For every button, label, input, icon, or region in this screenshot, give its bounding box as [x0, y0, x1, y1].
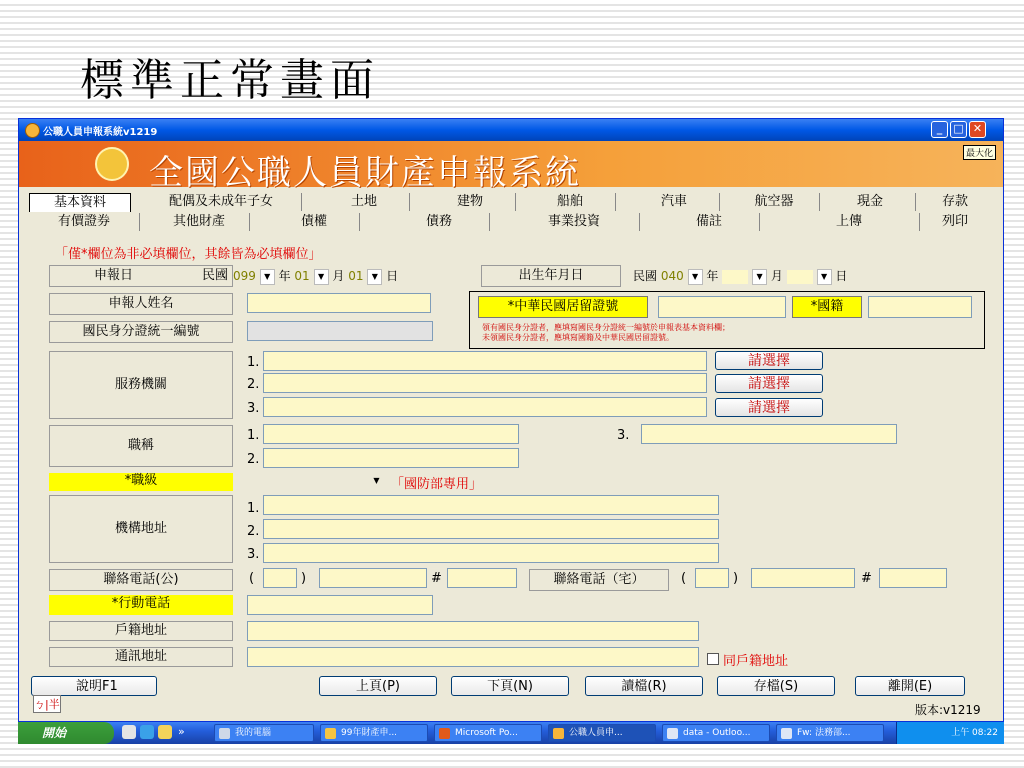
agency-num-3: 3. — [247, 401, 260, 416]
version-label: 版本:v1219 — [915, 703, 981, 717]
window-titlebar — [19, 119, 1003, 141]
task-powerpoint[interactable] — [434, 724, 542, 742]
tab-investments[interactable]: 事業投資 — [509, 213, 640, 231]
quick-launch-more[interactable]: » — [178, 725, 185, 738]
tab-cars[interactable]: 汽車 — [629, 193, 720, 211]
id-note-line-2: 未領國民身分證者，應填寫國籍及中華民國居留證號。 — [482, 333, 674, 342]
next-page-button[interactable]: 下頁(N) — [451, 676, 569, 696]
title-num-1: 1. — [247, 428, 260, 443]
tab-upload[interactable]: 上傳 — [779, 213, 920, 231]
task-fw-mail[interactable] — [776, 724, 884, 742]
birth-day-field[interactable] — [787, 270, 813, 284]
prev-page-button[interactable]: 上頁(P) — [319, 676, 437, 696]
tab-print[interactable]: 列印 — [941, 214, 968, 229]
mobile-label: *行動電話 — [49, 595, 233, 615]
taskbar — [18, 722, 1004, 744]
birth-month-dropdown-icon[interactable]: ▼ — [752, 269, 767, 285]
address-num-3: 3. — [247, 547, 260, 562]
outlook-icon — [667, 728, 678, 739]
maximize-tooltip: 最大化 — [963, 145, 996, 160]
birth-day-dropdown-icon[interactable]: ▼ — [817, 269, 832, 285]
slide-title: 標準正常畫面 — [80, 55, 380, 106]
agency-label: 服務機關 — [49, 351, 233, 419]
ie-icon[interactable] — [140, 725, 154, 739]
report-day-unit: 日 — [386, 269, 399, 283]
rank-label: *職級 — [49, 473, 233, 491]
office-ext-field[interactable] — [447, 568, 517, 588]
tab-land[interactable]: 土地 — [319, 193, 410, 211]
mobile-field[interactable] — [247, 595, 433, 615]
agency-choose-button-3[interactable]: 請選擇 — [715, 398, 823, 417]
tab-basic-data[interactable]: 基本資料 — [29, 193, 131, 212]
tab-credits[interactable]: 債權 — [269, 213, 360, 231]
job-title-label: 職稱 — [49, 425, 233, 467]
clock: 上午 08:22 — [951, 728, 998, 738]
powerpoint-icon — [439, 728, 450, 739]
office-area-code-field[interactable] — [263, 568, 297, 588]
report-year-value: 099 — [233, 269, 256, 283]
id-number-field[interactable] — [247, 321, 433, 341]
title-num-3: 3. — [617, 428, 630, 443]
rank-select[interactable] — [263, 473, 383, 491]
report-month-unit: 月 — [332, 269, 345, 283]
agency-choose-button-2[interactable]: 請選擇 — [715, 374, 823, 393]
help-button[interactable]: 說明F1 — [31, 676, 157, 696]
residence-permit-label: *中華民國居留證號 — [478, 296, 648, 318]
job-title-field-1[interactable] — [263, 424, 519, 444]
app-window — [18, 118, 1004, 722]
report-day-dropdown-icon[interactable]: ▼ — [367, 269, 382, 285]
app-icon — [25, 123, 40, 138]
name-field[interactable] — [247, 293, 431, 313]
agency-field-3[interactable] — [263, 397, 707, 417]
rank-dropdown-icon[interactable]: ▼ — [373, 475, 380, 485]
nationality-label: *國籍 — [792, 296, 862, 318]
office-address-field-1[interactable] — [263, 495, 719, 515]
exit-button[interactable]: 離開(E) — [855, 676, 965, 696]
report-date-label — [49, 265, 233, 287]
home-phone-field[interactable] — [751, 568, 855, 588]
tab-ships[interactable]: 船舶 — [525, 193, 616, 211]
mailing-address-field[interactable] — [247, 647, 699, 667]
office-area-close: ) — [301, 571, 307, 586]
tab-debts[interactable]: 債務 — [389, 213, 490, 231]
emblem-icon — [95, 147, 129, 181]
outlook-icon[interactable] — [158, 725, 172, 739]
home-phone-label: 聯絡電話（宅） — [529, 569, 669, 591]
read-file-button[interactable]: 讀檔(R) — [585, 676, 703, 696]
same-address-checkbox[interactable] — [707, 653, 719, 665]
tabs-row-2 — [29, 213, 995, 231]
job-title-field-2[interactable] — [263, 448, 519, 468]
system-tray — [896, 722, 1004, 744]
ime-indicator[interactable]: ㄅ|半 — [33, 695, 61, 713]
birth-day-unit: 日 — [835, 269, 848, 283]
tab-remarks[interactable]: 備註 — [659, 213, 760, 231]
maximize-button[interactable]: □ — [950, 121, 967, 138]
office-ext-hash: # — [431, 571, 442, 586]
birth-date-label: 出生年月日 — [481, 265, 621, 287]
office-phone-label: 聯絡電話(公) — [49, 569, 233, 591]
report-date-era: 民國 — [201, 268, 228, 283]
birth-year-dropdown-icon[interactable]: ▼ — [688, 269, 703, 285]
household-address-label: 戶籍地址 — [49, 621, 233, 641]
report-day-value: 01 — [348, 269, 364, 283]
task-folder[interactable] — [320, 724, 428, 742]
agency-num-2: 2. — [247, 377, 260, 392]
folder-icon — [325, 728, 336, 739]
office-area-open: ( — [249, 571, 255, 586]
agency-field-1[interactable] — [263, 351, 707, 371]
tab-building[interactable]: 建物 — [425, 193, 516, 211]
home-area-code-field[interactable] — [695, 568, 729, 588]
address-num-1: 1. — [247, 501, 260, 516]
required-note: 「僅*欄位為非必填欄位，其餘皆為必填欄位」 — [55, 247, 322, 262]
birth-year-value: 040 — [660, 269, 684, 283]
task-declaration-system[interactable] — [548, 724, 656, 742]
office-address-field-2[interactable] — [263, 519, 719, 539]
office-phone-field[interactable] — [319, 568, 427, 588]
name-label: 申報人姓名 — [49, 293, 233, 315]
home-area-open: ( — [681, 571, 687, 586]
tab-deposits[interactable]: 存款 — [941, 194, 968, 209]
banner-title: 全國公職人員財產申報系統 — [149, 153, 581, 193]
computer-icon — [219, 728, 230, 739]
agency-choose-button-1[interactable]: 請選擇 — [715, 351, 823, 370]
tab-securities[interactable]: 有價證券 — [29, 213, 140, 231]
save-file-button[interactable]: 存檔(S) — [717, 676, 835, 696]
tab-aircraft[interactable]: 航空器 — [729, 193, 820, 211]
task-label-2: Microsoft Po... — [455, 728, 518, 738]
birth-date-selects — [633, 267, 847, 285]
foreign-id-box — [469, 291, 985, 349]
mail-icon — [781, 728, 792, 739]
home-ext-hash: # — [861, 571, 872, 586]
id-number-label: 國民身分證統一編號 — [49, 321, 233, 343]
task-label-3: 公職人員申... — [569, 728, 623, 738]
mailing-address-label: 通訊地址 — [49, 647, 233, 667]
close-button[interactable]: ✕ — [969, 121, 986, 138]
id-note-line-1: 領有國民身分證者，應填寫國民身分證統一編號於申報表基本資料欄； — [482, 323, 730, 332]
agency-num-1: 1. — [247, 355, 260, 370]
banner — [19, 141, 1003, 193]
report-date-text: 申報日 — [94, 268, 134, 283]
report-year-unit: 年 — [278, 269, 291, 283]
ime-halfwidth: 半 — [48, 698, 60, 711]
desktop-icon[interactable] — [122, 725, 136, 739]
home-area-close: ) — [733, 571, 739, 586]
same-address-label: 同戶籍地址 — [723, 654, 789, 669]
job-title-field-3[interactable] — [641, 424, 897, 444]
address-num-2: 2. — [247, 524, 260, 539]
household-address-field[interactable] — [247, 621, 699, 641]
task-label-1: 99年財產申... — [341, 728, 398, 738]
start-label: 開始 — [42, 726, 67, 740]
app-icon — [553, 728, 564, 739]
birth-year-unit: 年 — [706, 269, 719, 283]
birth-month-field[interactable] — [722, 270, 748, 284]
minimize-button[interactable]: _ — [931, 121, 948, 138]
task-outlook-data[interactable] — [662, 724, 770, 742]
ime-bopomofo: ㄅ — [34, 698, 45, 711]
task-label-4: data - Outloo... — [683, 728, 751, 738]
task-label-0: 我的電腦 — [235, 728, 272, 738]
report-month-value: 01 — [294, 269, 310, 283]
start-button[interactable] — [18, 722, 114, 744]
tab-cash[interactable]: 現金 — [825, 193, 916, 211]
office-address-field-3[interactable] — [263, 543, 719, 563]
agency-field-2[interactable] — [263, 373, 707, 393]
tabs-row-1 — [29, 193, 995, 211]
tab-spouse-children[interactable]: 配偶及未成年子女 — [141, 193, 302, 211]
office-address-label: 機構地址 — [49, 495, 233, 563]
report-year-dropdown-icon[interactable]: ▼ — [260, 269, 275, 285]
birth-month-unit: 月 — [770, 269, 783, 283]
report-month-dropdown-icon[interactable]: ▼ — [314, 269, 329, 285]
window-title: 公職人員申報系統v1219 — [43, 127, 158, 138]
home-ext-field[interactable] — [879, 568, 947, 588]
task-label-5: Fw: 法務部... — [797, 728, 851, 738]
tab-other-property[interactable]: 其他財產 — [149, 213, 250, 231]
residence-permit-field[interactable] — [658, 296, 786, 318]
title-num-2: 2. — [247, 452, 260, 467]
defense-only-note: 「國防部專用」 — [391, 477, 483, 492]
report-date-selects — [233, 267, 398, 285]
nationality-field[interactable] — [868, 296, 972, 318]
task-my-computer[interactable] — [214, 724, 314, 742]
birth-era: 民國 — [633, 269, 658, 283]
